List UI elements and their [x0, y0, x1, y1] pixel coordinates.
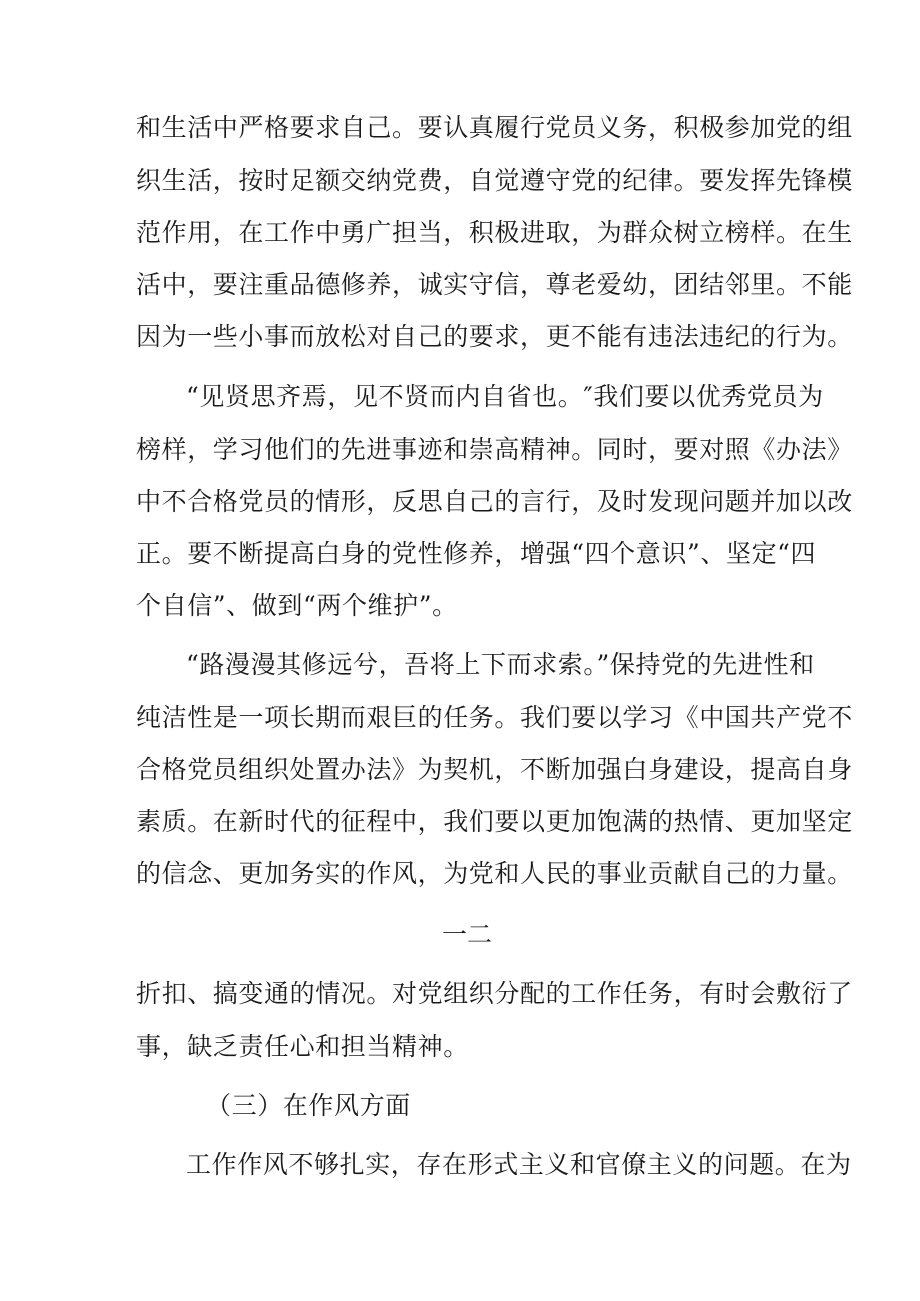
- text-line: 事，缺乏责任心和担当精神。: [136, 1032, 469, 1061]
- text-line: 个自信”、做到“两个维护”。: [136, 591, 458, 620]
- text-line: 和生活中严格要求自己。要认真履行党员义务，积极参加党的组: [136, 113, 853, 142]
- text-line: 正。要不断提高白身的党性修养，增强“四个意识”、坚定“四: [136, 539, 817, 568]
- text-line: 工作作风不够扎实，存在形式主义和官僚主义的问题。在为: [186, 1150, 852, 1179]
- text-line: 活中，要注重品德修养，诚实守信，尊老爱幼，团结邻里。不能: [136, 270, 853, 299]
- text-line: 折扣、搞变通的情况。对党组织分配的工作任务，有时会敷衍了: [136, 979, 853, 1008]
- text-line: “路漫漫其修远兮，吾将上下而求索。”保持党的先进性和: [186, 650, 815, 679]
- page-marker: 一二: [442, 920, 493, 949]
- text-line: 范作用，在工作中勇广担当，积极进取，为群众树立榜样。在生: [136, 218, 853, 247]
- text-line: 合格党员组织处置办法》为契机，不断加强白身建设，提高自身: [136, 755, 853, 784]
- text-line: 素质。在新时代的征程中，我们要以更加饱满的热情、更加坚定: [136, 807, 853, 836]
- text-line: 的信念、更加务实的作风，为党和人民的事业贡献自己的力量。: [136, 859, 853, 888]
- text-line: 榜样，学习他们的先进事迹和崇高精神。同时，要对照《办法》: [136, 435, 853, 464]
- text-line: 纯洁性是一项长期而艰巨的任务。我们要以学习《中国共产党不: [136, 703, 853, 732]
- text-line: “见贤思齐焉，见不贤而内自省也。″我们要以优秀党员为: [186, 382, 824, 411]
- text-line: 因为一些小事而放松对自己的要求，更不能有违法违纪的行为。: [136, 322, 853, 351]
- section-heading: （三）在作风方面: [206, 1091, 411, 1120]
- text-line: 织生活，按时足额交纳党费，自觉遵守党的纪律。要发挥先锋模: [136, 166, 853, 195]
- text-line: 中不合格党员的情形，反思自己的言行，及时发现问题并加以改: [136, 487, 853, 516]
